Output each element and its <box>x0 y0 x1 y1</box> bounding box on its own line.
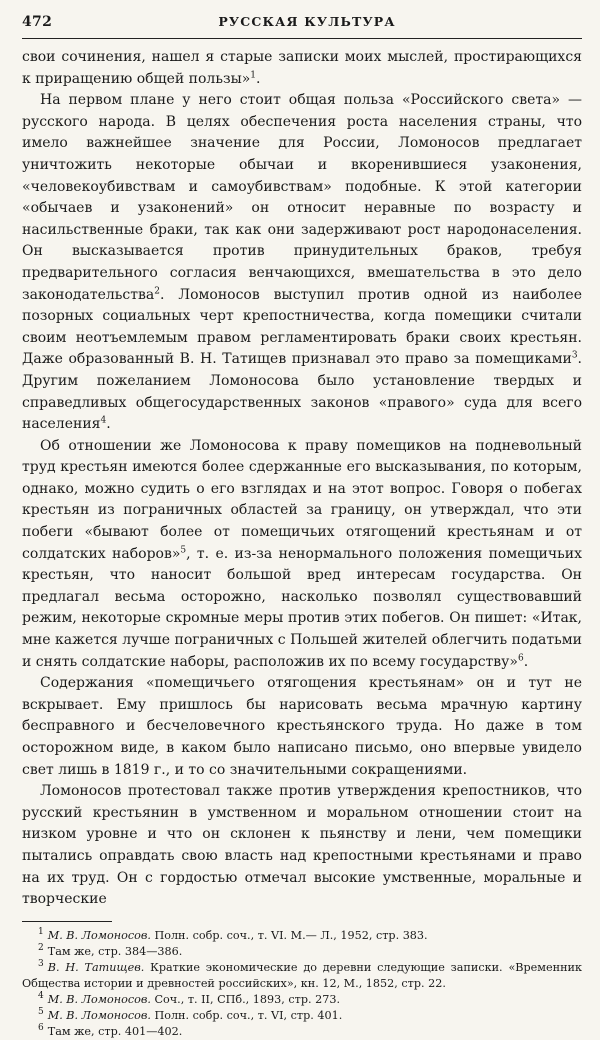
footnote: $^6$ Там же, стр. 401—402. <box>38 1023 183 1038</box>
book-page <box>22 14 582 1040</box>
running-header <box>22 14 582 36</box>
header-rule <box>22 38 582 39</box>
footnote: $^3$ В. Н. Татищев. Краткие экономические до деревни следующие записки. «Временник Общества истории и древностей российских», кн. 12, М., 1852, стр. 22. <box>22 959 582 990</box>
paragraph: На первом плане у него стоит общая польза «Российского света» — русского народа. В целях обеспечения роста населения страны, что имело важнейшее значение для России, Ломоносов предлагает уничтожить некоторые обычаи и вкоренившиеся узаконения, «человекоубивствам и самоубивствам» подобные. К этой категории «обычаев и узаконений» он относит неравные по возрасту и насильственные браки, так как они задерживают рост народонаселения. Он высказывается против принудительных браков, требуя предварительного согласия венчающихся, вмешательства в это дело законодательства$^2$. Ломоносов выступил против одной из наиболее позорных социальных черт крепостничества, когда помещики считали своим неотъемлемым правом регламентировать браки своих крестьян. Даже образованный В. Н. Татищев признавал это право за помещиками$^3$. Другим пожеланием Ломоносова было установление твердых и справедливых общегосударственных законов «правого» суда для всего населения$^4$. <box>22 92 582 433</box>
page-number: 472 <box>22 14 53 30</box>
running-title: РУССКАЯ КУЛЬТУРА <box>218 14 396 29</box>
footnotes <box>22 928 582 1040</box>
paragraph: Содержания «помещичьего отягощения крестьянам» он и тут не вскрывает. Ему пришлось бы нарисовать весьма мрачную картину бесправного и бесчеловечного крестьянского труда. Но даже в том осторожном виде, в каком было написано письмо, оно впервые увидело свет лишь в 1819 г., и то со значительными сокращениями. <box>22 675 582 778</box>
footnote: $^4$ М. В. Ломоносов. Соч., т. II, СПб., 1893, стр. 273. <box>38 991 341 1006</box>
footnote: $^2$ Там же, стр. 384—386. <box>38 943 183 958</box>
footnote: $^5$ М. В. Ломоносов. Полн. собр. соч., т. VI, стр. 401. <box>38 1007 343 1022</box>
footnote: $^1$ М. В. Ломоносов. Полн. собр. соч., т. VI. М.— Л., 1952, стр. 383. <box>38 927 428 942</box>
paragraph: Ломоносов протестовал также против утверждения крепостников, что русский крестьянин в умственном и моральном отношении стоит на низком уровне и что он склонен к пьянству и лени, чем помещики пытались оправдать свою власть над крепостными крестьянами и право на их труд. Он с гордостью отмечал высокие умственные, моральные и творческие <box>22 783 582 908</box>
paragraph: Об отношении же Ломоносова к праву помещиков на подневольный труд крестьян имеются более сдержанные его высказывания, по которым, однако, можно судить о его взглядах и на этот вопрос. Говоря о побегах крестьян из пограничных областей за границу, он утверждал, что эти побеги «бывают более от помещичьих отягощений крестьянам и от солдатских наборов»$^5$, т. е. из-за ненормального положения помещичьих крестьян, что наносит большой вред интересам государства. Он предлагал весьма осторожно, насколько позволял существовавший режим, некоторые скромные меры против этих побегов. Он пишет: «Итак, мне кажется лучше пограничных с Польшей жителей облегчить податьми и снять солдатские наборы, расположив их по всему государству»$^6$. <box>22 437 582 670</box>
body-text <box>22 47 582 911</box>
footnote-rule <box>22 921 112 922</box>
paragraph: свои сочинения, нашел я старые записки моих мыслей, простирающихся к приращению общей пользы»$^1$. <box>22 49 582 87</box>
